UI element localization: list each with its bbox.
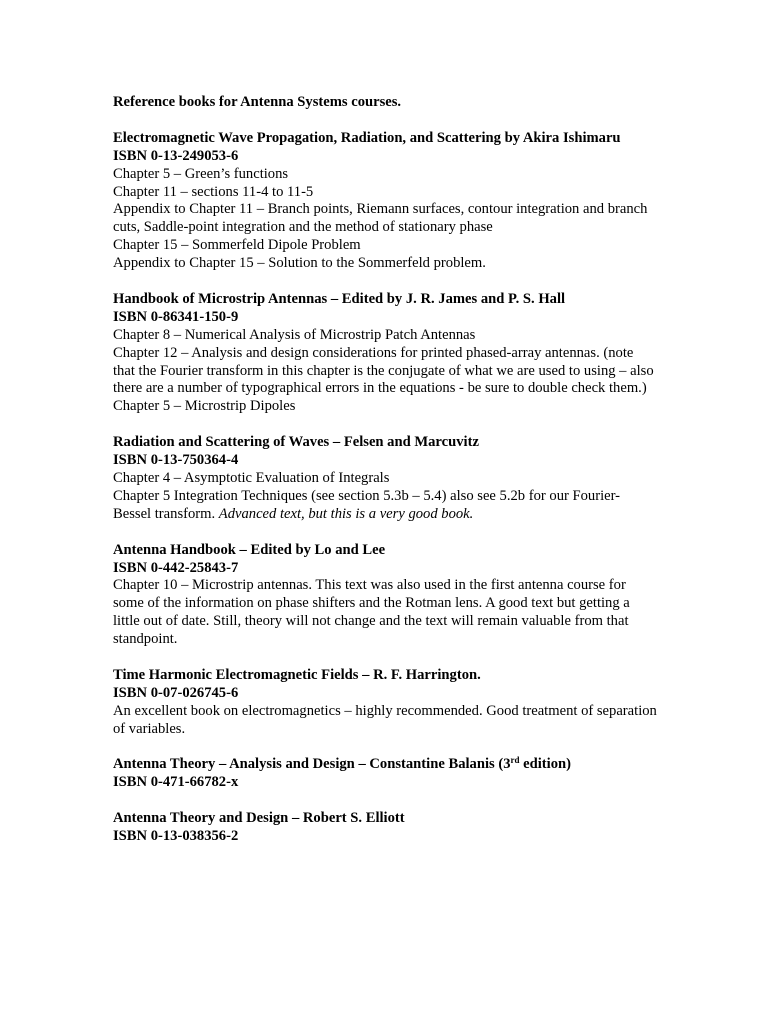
book-title-text: Antenna Theory – Analysis and Design – Constantine Balanis (3 xyxy=(113,756,511,773)
book-note-comment: Advanced text, but this is a very good book. xyxy=(218,505,474,522)
book-note: An excellent book on electromagnetics – highly recommended. Good treatment of separation of variables. xyxy=(113,702,657,737)
book-isbn: ISBN 0-13-038356-2 xyxy=(113,828,239,845)
spacer xyxy=(113,524,658,542)
book-note: Chapter 8 – Numerical Analysis of Microstrip Patch Antennas xyxy=(113,326,476,343)
book-isbn: ISBN 0-86341-150-9 xyxy=(113,308,239,325)
book-isbn: ISBN 0-471-66782-x xyxy=(113,774,239,791)
book-entry-lo-lee xyxy=(113,542,658,649)
book-isbn: ISBN 0-13-249053-6 xyxy=(113,147,239,164)
book-title: Antenna Handbook – Edited by Lo and Lee xyxy=(113,541,386,558)
book-note: Chapter 15 – Sommerfeld Dipole Problem xyxy=(113,237,361,254)
document-page xyxy=(113,94,658,846)
spacer xyxy=(113,792,658,810)
book-entry-balanis xyxy=(113,756,658,792)
spacer xyxy=(113,649,658,667)
book-title: Time Harmonic Electromagnetic Fields – R. F. Harrington. xyxy=(113,666,481,683)
book-title: Handbook of Microstrip Antennas – Edited by J. R. James and P. S. Hall xyxy=(113,290,566,307)
book-note xyxy=(113,488,658,524)
book-entry-felsen xyxy=(113,434,658,524)
book-note: Chapter 5 – Green’s functions xyxy=(113,165,289,182)
book-isbn: ISBN 0-13-750364-4 xyxy=(113,452,239,469)
book-title xyxy=(113,756,658,774)
book-title-superscript: rd xyxy=(510,755,520,766)
book-title: Antenna Theory and Design – Robert S. Elliott xyxy=(113,810,405,827)
book-entry-ishimaru xyxy=(113,130,658,273)
spacer xyxy=(113,273,658,291)
spacer xyxy=(113,112,658,130)
book-title: Electromagnetic Wave Propagation, Radiation, and Scattering by Akira Ishimaru xyxy=(113,129,621,146)
book-entry-elliott xyxy=(113,810,658,846)
book-note: Chapter 12 – Analysis and design considerations for printed phased-array antennas. (note that the Fourier transform in this chapter is the conjugate of what we are used to using – also there are a number of typographical errors in the equations - be sure to double check them.) xyxy=(113,344,654,397)
book-note: Chapter 10 – Microstrip antennas. This text was also used in the first antenna course for some of the information on phase shifters and the Rotman lens. A good text but getting a little out of date. Still, theory will not change and the text will remain valuable from that standpoint. xyxy=(113,577,630,648)
book-note: Chapter 11 – sections 11-4 to 11-5 xyxy=(113,183,314,200)
book-note-text: Chapter 5 Integration Techniques (see section 5.3b – 5.4) also see 5.2b for our Fourier-Bessel transform. xyxy=(113,487,621,522)
book-isbn: ISBN 0-07-026745-6 xyxy=(113,684,239,701)
document-intro: Reference books for Antenna Systems courses. xyxy=(113,94,402,110)
spacer xyxy=(113,416,658,434)
book-note: Chapter 5 – Microstrip Dipoles xyxy=(113,398,296,415)
book-note: Chapter 4 – Asymptotic Evaluation of Integrals xyxy=(113,469,390,486)
book-entry-harrington xyxy=(113,667,658,739)
book-title-text: edition) xyxy=(519,756,571,773)
book-entry-microstrip-handbook xyxy=(113,291,658,416)
book-note: Appendix to Chapter 11 – Branch points, Riemann surfaces, contour integration and branch cuts, Saddle-point integration and the method of stationary phase xyxy=(113,201,648,236)
book-note: Appendix to Chapter 15 – Solution to the Sommerfeld problem. xyxy=(113,255,486,272)
book-title: Radiation and Scattering of Waves – Felsen and Marcuvitz xyxy=(113,434,479,451)
book-isbn: ISBN 0-442-25843-7 xyxy=(113,559,239,576)
spacer xyxy=(113,739,658,757)
